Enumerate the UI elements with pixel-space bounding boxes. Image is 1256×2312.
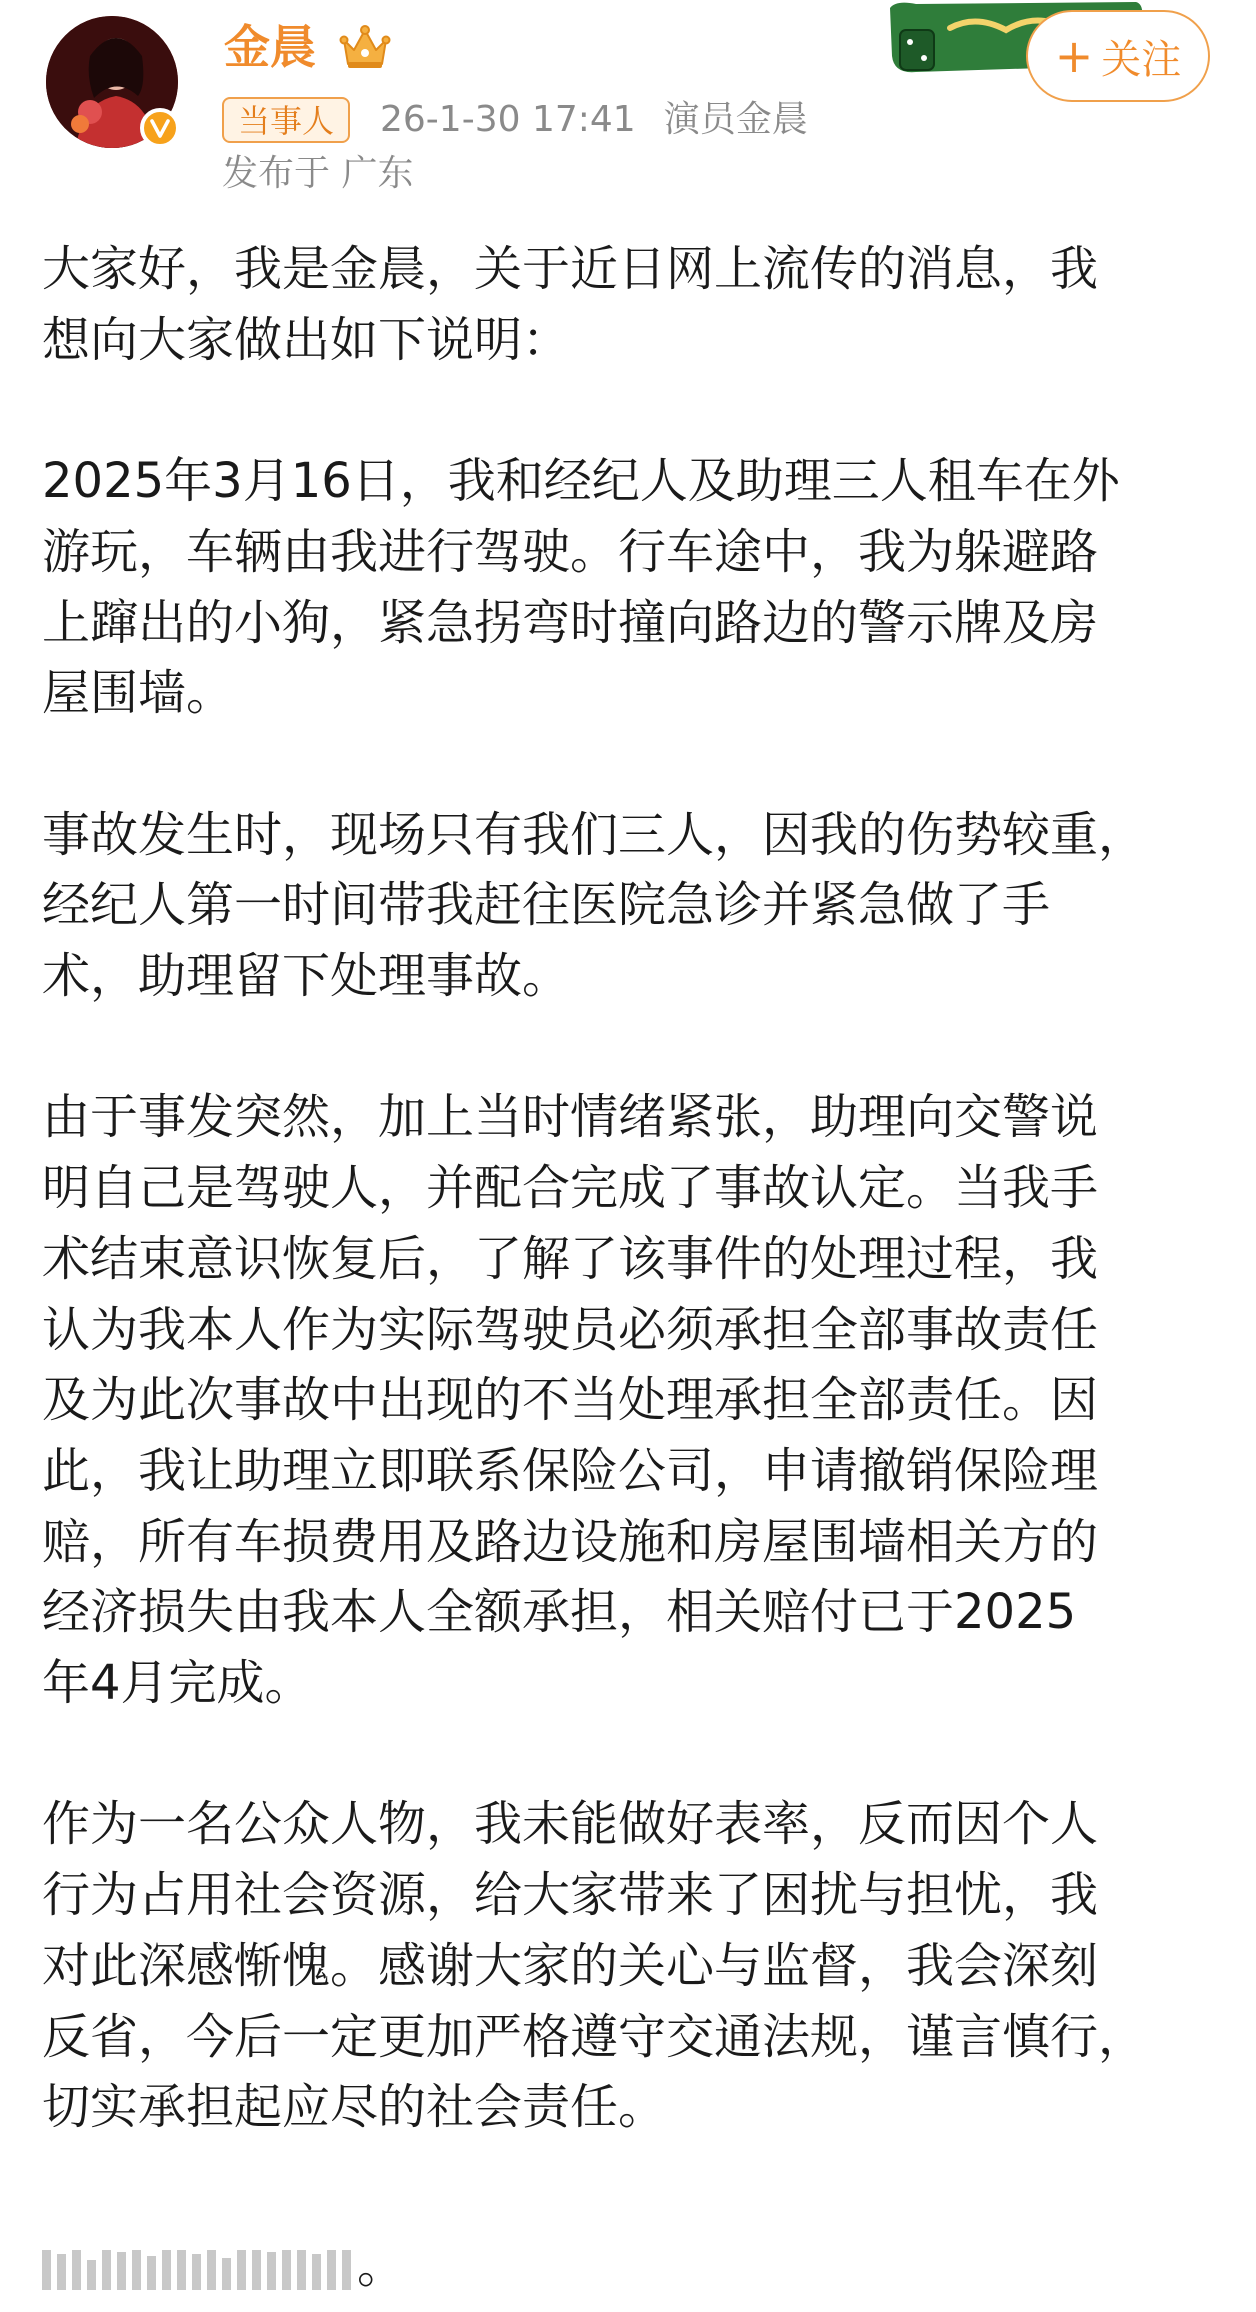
post-header (0, 0, 1256, 210)
verified-v-icon (140, 108, 180, 148)
post-paragraph: 大家好，我是金晨，关于近日网上流传的消息，我 想向大家做出如下说明： (42, 241, 1099, 368)
post-timestamp: 26-1-30 17:41 (380, 99, 636, 140)
signature-period: 。 (357, 2238, 406, 2294)
post-location: 发布于 广东 (222, 153, 414, 194)
post-source: 演员金晨 (663, 99, 808, 140)
crown-icon (338, 22, 392, 72)
party-badge: 当事人 (222, 97, 350, 143)
follow-button-label: 关注 (1101, 36, 1182, 83)
redacted-signature (42, 2236, 406, 2294)
post-body (42, 234, 1222, 2214)
author-name[interactable]: 金晨 (224, 20, 316, 74)
redaction-bars-icon (42, 2246, 351, 2290)
post-paragraph: 事故发生时，现场只有我们三人，因我的伤势较重， 经纪人第一时间带我赶往医院急诊并紧急做了手 术，助理留下处理事故。 (42, 806, 1147, 1004)
plus-icon: + (1054, 29, 1094, 83)
post-paragraph: 作为一名公众人物，我未能做好表率，反而因个人 行为占用社会资源，给大家带来了困扰与担忧，我 对此深感惭愧。感谢大家的关心与监督，我会深刻 反省，今后一定更加严格遵守交通法规，谨言慎行， 切实承担起应尽的社会责任。 (42, 1796, 1147, 2136)
post-paragraph: 2025年3月16日，我和经纪人及助理三人租车在外 游玩，车辆由我进行驾驶。行车途中，我为躲避路 上蹿出的小狗，紧急拐弯时撞向路边的警示牌及房 屋围墙。 (42, 453, 1120, 722)
follow-button[interactable] (1026, 10, 1210, 102)
post-paragraph: 由于事发突然，加上当时情绪紧张，助理向交警说 明自己是驾驶人，并配合完成了事故认定。当我手 术结束意识恢复后，了解了该事件的处理过程，我 认为我本人作为实际驾驶员必须承担全部事故责任 及为此次事故中出现的不当处理承担全部责任。因 此，我让助理立即联系保险公司，申请撤销保险理 赔，所有车损费用及路边设施和房屋围墙相关方的 经济损失由我本人全额承担，相关赔付已于2025 年4月完成。 (42, 1089, 1099, 1712)
post-meta (380, 96, 808, 144)
